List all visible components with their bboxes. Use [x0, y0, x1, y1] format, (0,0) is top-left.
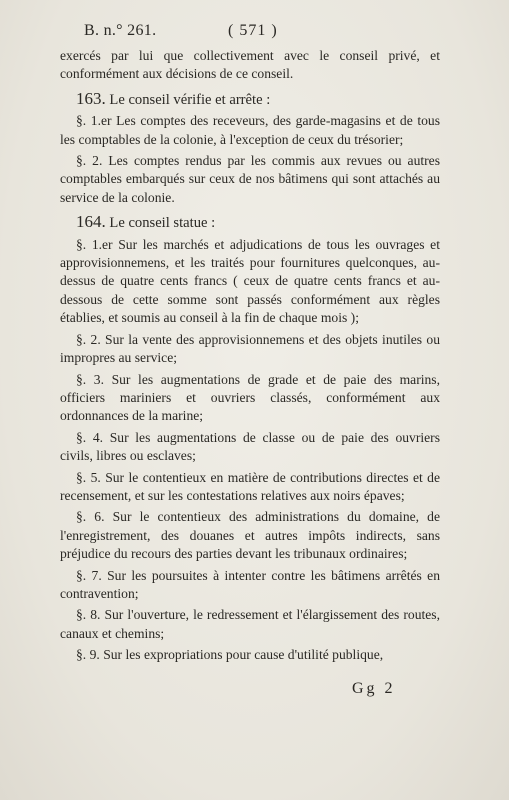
- article-164-number: 164.: [76, 212, 106, 232]
- article-163-section-1: §. 1.er Les comptes des receveurs, des garde-magasins et de tous les comptables de la colonie, à l'exception de ceux du trésorier;: [60, 113, 440, 147]
- article-164-section-8: §. 8. Sur l'ouverture, le redressement et l'élargissement des routes, canaux et chemins;: [60, 607, 440, 641]
- paragraph-continuation: exercés par lui que collectivement avec le conseil privé, et conformément aux décisions de ce conseil.: [60, 48, 440, 82]
- bulletin-number: B. n.° 261.: [84, 22, 157, 39]
- article-164-section-5: §. 5. Sur le contentieux en matière de contributions directes et de recensement, et sur les contestations relatives aux noirs épaves;: [60, 469, 440, 503]
- article-164-heading: [60, 213, 440, 232]
- article-164-section-7: §. 7. Sur les poursuites à intenter contre les bâtimens arrêtés en contravention;: [60, 567, 440, 601]
- article-164-section-4: §. 4. Sur les augmentations de classe ou de paie des ouvriers civils, libres ou esclaves;: [60, 429, 440, 464]
- article-164-text: Le conseil statue :: [109, 215, 216, 232]
- article-163-heading: [60, 90, 440, 109]
- printer-signature-mark: Gg 2: [352, 680, 396, 697]
- article-164-section-1: §. 1.er Sur les marchés et adjudications de tous les ouvrages et approvisionnemens, et les traités pour fournitures quelconques, au-dessus de quatre cents francs ( ceux de quatre cents francs et au-dessous de cette somme sont passés conformément aux règles établies, et soumis au conseil à la fin de chaque mois );: [60, 236, 440, 326]
- page-header: [0, 22, 509, 44]
- article-163-number: 163.: [76, 88, 106, 108]
- article-164-section-6: §. 6. Sur le contentieux des administrations du domaine, de l'enregistrement, des douanes et autres impôts indirects, sans préjudice du recours des parties devant les tribunaux ordinaires;: [60, 509, 440, 562]
- article-163-section-2: §. 2. Les comptes rendus par les commis aux revues ou autres comptables embarqués sur ceux de nos bâtimens qui sont attachés au service de la colonie.: [60, 153, 440, 205]
- article-164-section-3: §. 3. Sur les augmentations de grade et de paie des marins, officiers mariniers et ouvriers classés, conformément aux ordonnances de la marine;: [60, 371, 440, 424]
- article-164-section-2: §. 2. Sur la vente des approvisionnemens et des objets inutiles ou impropres au service;: [60, 331, 440, 366]
- page-body: [60, 47, 440, 668]
- page-number: ( 571 ): [228, 22, 278, 39]
- article-163-text: Le conseil vérifie et arrête :: [109, 91, 271, 108]
- article-164-section-9: §. 9. Sur les expropriations pour cause d'utilité publique,: [76, 647, 384, 663]
